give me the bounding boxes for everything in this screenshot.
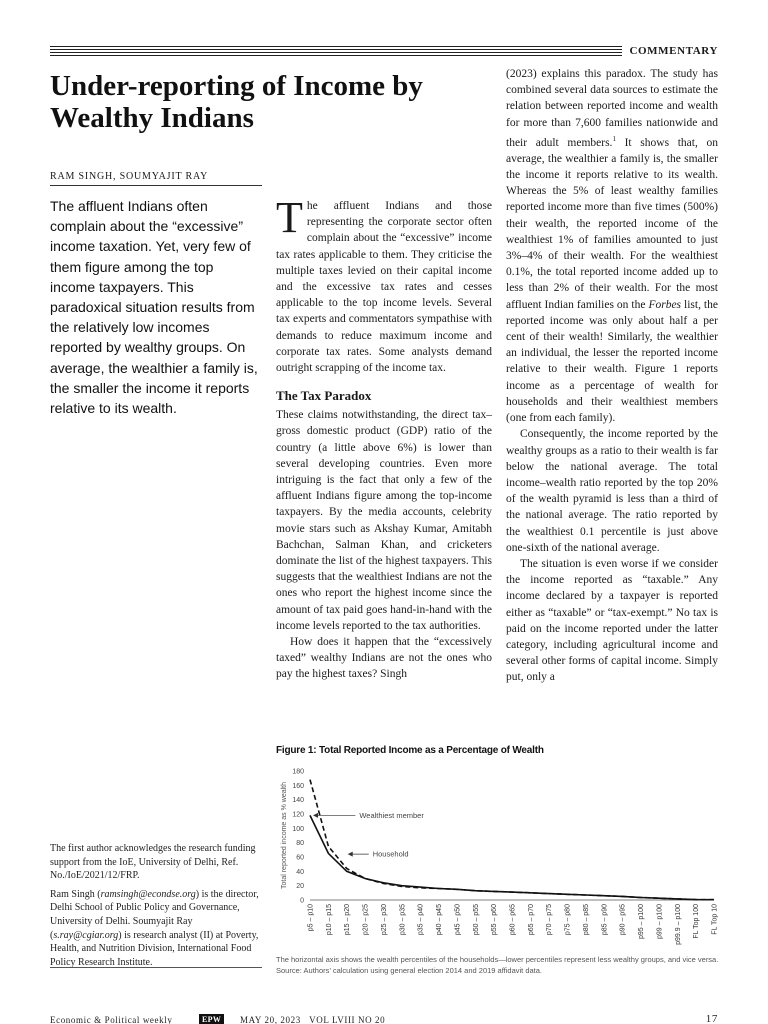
y-axis-label: Total reported income as % wealth xyxy=(281,782,288,889)
x-tick-label: p90 – p95 xyxy=(619,904,627,936)
email-link[interactable]: ramsingh@econdse.org xyxy=(100,888,196,900)
x-tick-label: p35 – p40 xyxy=(417,904,425,936)
x-tick-label: p50 – p55 xyxy=(472,904,480,936)
y-tick-label: 0 xyxy=(300,897,304,905)
y-tick-label: 100 xyxy=(292,825,304,833)
x-tick-label: p10 – p15 xyxy=(325,904,333,936)
x-tick-label: p99.9 – p100 xyxy=(674,904,682,945)
forbes-italic: Forbes xyxy=(648,298,682,311)
y-tick-label: 40 xyxy=(296,868,304,876)
series-line-1 xyxy=(310,815,714,899)
figure-title: Figure 1: Total Reported Income as a Percentage of Wealth xyxy=(276,745,544,756)
email-link[interactable]: s.ray@cgiar.org xyxy=(53,929,119,941)
x-tick-label: p95 – p100 xyxy=(638,904,646,940)
x-tick-label: p25 – p30 xyxy=(380,904,388,936)
body-paragraph: Consequently, the income reported by the wealthy groups as a ratio to their wealth is far below the national average. The total income–wealth ratio reported by the top 20% of the wealth pyramid is less than a third of the national average. The ratio reported by the wealthiest 0.1 percentile is just above one-sixth of the national average. xyxy=(506,428,718,554)
x-tick-label: p75 – p80 xyxy=(564,904,572,936)
y-tick-label: 160 xyxy=(292,782,304,790)
funding-note: The first author acknowledges the research funding support from the IoE, University of Delhi, Ref. No./IoE/2021/12/FRP. xyxy=(50,843,256,882)
intro-paragraph xyxy=(276,193,492,376)
y-tick-label: 80 xyxy=(296,840,304,848)
x-tick-label: p20 – p25 xyxy=(362,904,370,936)
figure-caption: The horizontal axis shows the wealth percentiles of the households—lower percentiles represent less wealthy groups, and vice versa. xyxy=(276,955,719,964)
y-tick-label: 60 xyxy=(296,854,304,862)
y-tick-label: 20 xyxy=(296,883,304,891)
footnote-divider xyxy=(50,967,262,968)
annotation-label: Household xyxy=(372,849,409,859)
intro-text: he affluent Indians and those representing the corporate sector often complain about the “excessive” income tax rates applicable to them. They criticise the multiple taxes levied on their capital income and the excessive tax rates and cesses applicable to the top income levels. Several tax experts and commentators sympathise with demands to reduce maximum income and corporate tax rates. Some analysts demand outright scrapping of the income tax. xyxy=(276,200,492,375)
figure-note xyxy=(276,955,720,976)
body-paragraph: (2023) explains this paradox. The study has combined several data sources to estimate the relation between reported income and wealth for more than 7,600 families nationwide and their adult members.$^1$ It shows that, on average, the wealthier a family is, the smaller the income it reports relative to its wealth. Whereas the 5% of least wealthy families reported income more than five times (500%) their wealth, the reported income of the wealthiest 1% of families amounted to just 3%–4% of their wealth. For the wealthiest 0.1%, the total reported income added up to less than 2% of their wealth. For the most affluent Indian families on the Forbes list, the reported income was only about half a per cent of their wealth! Similarly, the wealthier an individual, the lesser the reported income relative to their wealth. Figure 1 reports income as a percentage of wealth for households and their wealthiest members (one from each family). xyxy=(506,68,718,425)
x-tick-label: p55 – p60 xyxy=(491,904,499,936)
section-header xyxy=(50,46,718,58)
x-tick-label: p60 – p65 xyxy=(509,904,517,936)
line-chart xyxy=(276,760,720,952)
x-tick-label: p85 – p90 xyxy=(601,904,609,936)
y-tick-label: 140 xyxy=(292,797,304,805)
body-column-3 xyxy=(506,66,718,686)
x-tick-label: FL Top 10 xyxy=(711,904,719,935)
x-tick-label: p40 – p45 xyxy=(436,904,444,936)
page-number: 17 xyxy=(705,1013,718,1024)
issue-info: MAY 20, 2023 VOL LVIII NO 20 xyxy=(240,1015,386,1024)
annotation-arrowhead xyxy=(313,813,318,818)
x-tick-label: FL Top 100 xyxy=(693,904,701,939)
author-footnotes xyxy=(50,842,262,974)
drop-cap: T xyxy=(276,193,303,242)
x-tick-label: p5 – p10 xyxy=(307,904,315,932)
annotation-label: Wealthiest member xyxy=(359,810,424,820)
y-tick-label: 180 xyxy=(292,768,304,776)
section-label: COMMENTARY xyxy=(629,45,718,57)
article-title: Under-reporting of Income by Wealthy Indians xyxy=(50,70,423,134)
y-tick-label: 120 xyxy=(292,811,304,819)
epw-logo: EPW xyxy=(199,1014,224,1024)
x-tick-label: p65 – p70 xyxy=(527,904,535,936)
article-abstract: The affluent Indians often complain about the “excessive” income taxation. Yet, very few of them figure among the top income taxpayers. This paradoxical situation results from the relatively low incomes reported by wealthy groups. On average, the wealthier a family is, the smaller the income it reports relative to its wealth. xyxy=(50,198,258,417)
x-tick-label: p70 – p75 xyxy=(546,904,554,936)
x-tick-label: p45 – p50 xyxy=(454,904,462,936)
figure-source: Source: Authors’ calculation using general election 2014 and 2019 affidavit data. xyxy=(276,965,543,975)
author-divider xyxy=(50,185,262,186)
x-tick-label: p80 – p85 xyxy=(582,904,590,936)
body-column-2 xyxy=(276,193,492,683)
series-line-2 xyxy=(310,780,714,900)
annotation-arrowhead xyxy=(348,852,353,857)
header-rules xyxy=(50,46,622,58)
section-heading: The Tax Paradox xyxy=(276,388,372,404)
body-paragraph: The situation is even worse if we consider the income reported as “taxable.” Any income declared by a taxpayer is reported either as “taxable” or “tax-exempt.” No tax is paid on the income reported under the latter category, including agricultural income and several other forms of capital income. Simply put, only a xyxy=(506,557,718,684)
x-tick-label: p30 – p35 xyxy=(399,904,407,936)
body-paragraph: These claims notwithstanding, the direct tax–gross domestic product (GDP) ratio of the country (a little above 6%) is lower than several developing countries. Even more intriguing is the fact that only a few of the affluent Indians figure among the top-income taxpayers. By the media accounts, celebrity movie stars such as Akshay Kumar, Amitabh Bachchan, Salman Khan, and cricketers dominate the list of the highest taxpayers. This suggests that the wealthiest Indians are not the ones who report the highest income since the amount of tax paid goes hand-in-hand with the income levels reported to the tax authorities. xyxy=(276,409,492,632)
author-bio: Ram Singh (ramsingh@econdse.org) is the director, Delhi School of Public Policy and Governance, University of Delhi. Soumyajit Ray (s.ray@cgiar.org) is research analyst (II) at Poverty, Health, and Nutrition Division, International Food Policy Research Institute. xyxy=(50,888,259,968)
article-authors: RAM SINGH, SOUMYAJIT RAY xyxy=(50,171,209,182)
x-tick-label: p15 – p20 xyxy=(344,904,352,936)
x-tick-label: p99 – p100 xyxy=(656,904,664,940)
body-paragraph: How does it happen that the “excessively taxed” wealthy Indians are not the ones who pay the highest taxes? Singh xyxy=(276,636,492,681)
footnote-ref: 1 xyxy=(612,134,616,143)
publication-name: Economic & Political weekly xyxy=(50,1015,173,1024)
